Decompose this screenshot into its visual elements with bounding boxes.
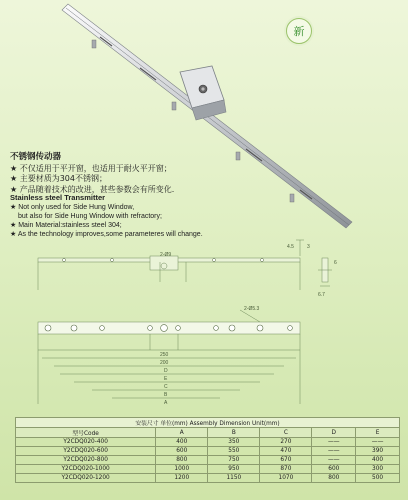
table-cell: 300: [356, 465, 400, 474]
table-cell: 800: [156, 456, 208, 465]
table-cell: 400: [156, 438, 208, 447]
table-row: [16, 465, 400, 474]
table-row: [16, 474, 400, 483]
table-header: 型号Code: [16, 428, 156, 438]
label-h1: 4.5: [287, 244, 294, 250]
table-cell: 1070: [260, 474, 312, 483]
table-row: [16, 447, 400, 456]
table-header: C: [260, 428, 312, 438]
description-cn-title: 不锈钢传动器: [10, 152, 62, 162]
table-row: [16, 438, 400, 447]
table-cell: Y2CDQ020-600: [16, 447, 156, 456]
table-cell: 270: [260, 438, 312, 447]
label-c: 2-Ø5.3: [244, 306, 260, 312]
table-cell: Y2CDQ020-1200: [16, 474, 156, 483]
table-cell: 600: [312, 465, 356, 474]
table-header: D: [312, 428, 356, 438]
description-en-item: ★ Main Material:stainless steel 304;: [10, 222, 122, 229]
table-cell: ——: [312, 456, 356, 465]
dimension-table: [15, 417, 400, 483]
table-row: [16, 456, 400, 465]
dim-label: 250: [160, 352, 169, 358]
new-badge: 新: [286, 18, 312, 44]
dim-label: 200: [160, 360, 169, 366]
table-header: E: [356, 428, 400, 438]
table-cell: Y2CDQ020-1000: [16, 465, 156, 474]
table-cell: Y2CDQ020-800: [16, 456, 156, 465]
description-cn-item: ★ 不仅适用于平开窗，也适用于耐火平开窗；: [10, 163, 172, 173]
label-w1: 6: [334, 260, 337, 266]
dim-label: C: [164, 384, 168, 390]
table-cell: 870: [260, 465, 312, 474]
description-en-item: ★ Not only used for Side Hung Window,: [10, 204, 135, 211]
dim-label: B: [164, 392, 168, 398]
table-cell: 500: [356, 474, 400, 483]
label-h3: 6.7: [318, 292, 325, 298]
description-cn-item: ★ 产品随着技术的改进，甚些参数会有所变化.: [10, 184, 175, 194]
dim-label: A: [164, 400, 168, 406]
description-cn-item: ★ 主要材质为304不锈钢；: [10, 174, 107, 183]
table-cell: 550: [208, 447, 260, 456]
table-cell: 750: [208, 456, 260, 465]
table-caption: 安装尺寸 单位(mm) Assembly Dimension Unit(mm): [16, 418, 400, 428]
table-cell: 1200: [156, 474, 208, 483]
table-cell: 1150: [208, 474, 260, 483]
description-en-item: ★ As the technology improves,some parameteres will change.: [10, 231, 203, 238]
table-cell: 350: [208, 438, 260, 447]
dim-label-d: D: [164, 368, 168, 374]
table-cell: 600: [156, 447, 208, 456]
table-header: A: [156, 428, 208, 438]
label-r: 2-Ø9: [160, 252, 172, 258]
table-cell: 390: [356, 447, 400, 456]
table-cell: Y2CDQ020-400: [16, 438, 156, 447]
table-cell: ——: [312, 438, 356, 447]
description-en-item: but also for Side Hung Window with refractory;: [18, 213, 162, 220]
table-cell: ——: [312, 447, 356, 456]
label-h2: 3: [307, 244, 310, 250]
table-cell: 950: [208, 465, 260, 474]
table-cell: 470: [260, 447, 312, 456]
table-cell: 400: [356, 456, 400, 465]
table-cell: ——: [356, 438, 400, 447]
table-cell: 670: [260, 456, 312, 465]
description-en-title: Stainless steel Transmitter: [10, 193, 106, 202]
table-cell: 800: [312, 474, 356, 483]
table-cell: 1000: [156, 465, 208, 474]
table-header: B: [208, 428, 260, 438]
dim-label-e: E: [164, 376, 168, 382]
